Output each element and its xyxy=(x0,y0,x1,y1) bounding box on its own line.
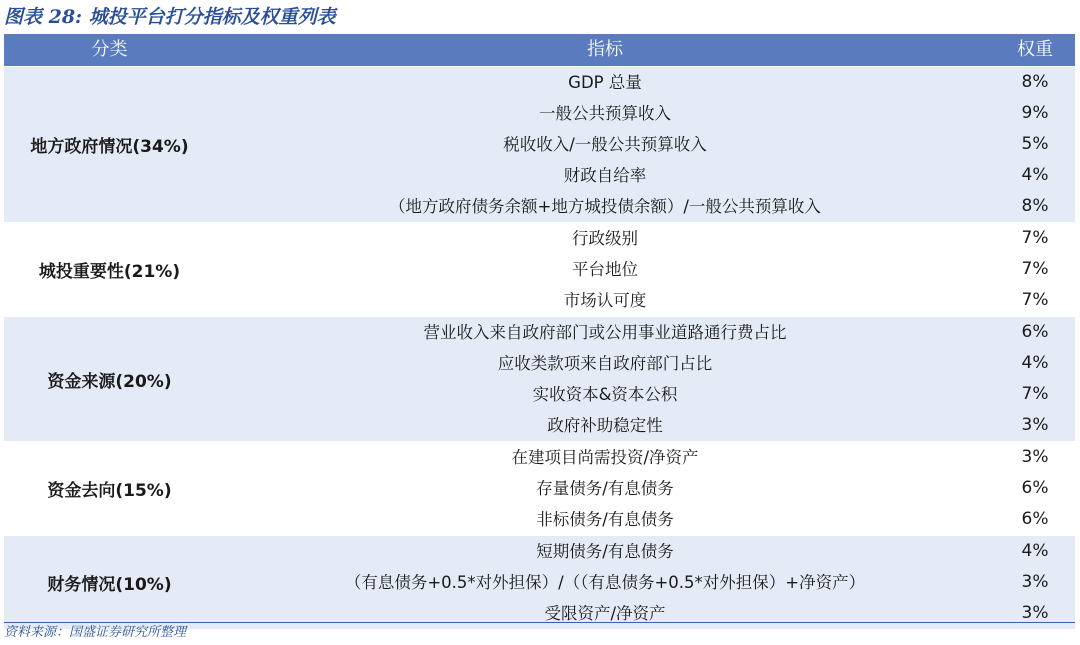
weight-cell: 5% xyxy=(1021,134,1049,154)
weight-cell: 6% xyxy=(1021,322,1049,342)
indicator-cell: 非标债务/有息债务 xyxy=(536,510,674,529)
weight-cell: 4% xyxy=(1021,541,1049,561)
table-row xyxy=(215,317,1075,348)
group-rows xyxy=(215,536,1075,629)
indicator-cell: 营业收入来自政府部门或公用事业道路通行费占比 xyxy=(423,323,787,342)
indicator-cell: 受限资产/净资产 xyxy=(544,604,666,623)
table-row xyxy=(215,536,1075,567)
table-row xyxy=(215,285,1075,316)
weight-cell: 9% xyxy=(1021,103,1049,123)
table-row xyxy=(215,254,1075,285)
weight-cell: 7% xyxy=(1021,384,1049,404)
weight-cell: 4% xyxy=(1021,165,1049,185)
weight-cell: 3% xyxy=(1021,603,1049,623)
figure-title: 图表 28: 城投平台打分指标及权重列表 xyxy=(4,6,336,28)
table-group xyxy=(4,316,1075,441)
table-group xyxy=(4,441,1075,535)
weight-cell: 6% xyxy=(1021,509,1049,529)
group-rows xyxy=(215,317,1075,441)
category-cell: 资金去向(15%) xyxy=(47,481,172,501)
table-row xyxy=(215,191,1075,222)
group-rows xyxy=(215,223,1075,316)
table-header xyxy=(4,34,1075,66)
table-group xyxy=(4,535,1075,629)
table-row xyxy=(215,348,1075,379)
table-row xyxy=(215,567,1075,598)
weight-cell: 7% xyxy=(1021,259,1049,279)
table-row xyxy=(215,473,1075,504)
weight-cell: 7% xyxy=(1021,290,1049,310)
indicator-cell: 政府补助稳定性 xyxy=(547,416,663,435)
table-row xyxy=(215,379,1075,410)
header-indicator: 指标 xyxy=(587,39,623,60)
indicator-cell: 存量债务/有息债务 xyxy=(536,479,674,498)
indicator-cell: （地方政府债务余额+地方城投债余额）/一般公共预算收入 xyxy=(389,197,821,216)
weight-cell: 3% xyxy=(1021,572,1049,592)
weight-cell: 6% xyxy=(1021,478,1049,498)
table-group xyxy=(4,222,1075,316)
category-cell: 资金来源(20%) xyxy=(47,371,172,392)
indicator-cell: 实收资本&资本公积 xyxy=(532,385,678,404)
weight-cell: 8% xyxy=(1021,196,1049,216)
indicator-cell: 市场认可度 xyxy=(563,291,647,310)
table-row xyxy=(215,129,1075,160)
weight-cell: 3% xyxy=(1021,415,1049,435)
indicator-cell: 行政级别 xyxy=(572,229,638,248)
table-row xyxy=(215,504,1075,535)
table-row xyxy=(215,410,1075,441)
source-note: 资料来源：国盛证券研究所整理 xyxy=(4,625,187,640)
indicator-cell: GDP 总量 xyxy=(568,73,642,92)
table-row xyxy=(215,223,1075,254)
category-cell: 城投重要性(21%) xyxy=(38,262,181,282)
weight-cell: 8% xyxy=(1021,72,1049,92)
category-cell: 财务情况(10%) xyxy=(47,575,172,595)
indicator-cell: 税收收入/一般公共预算收入 xyxy=(503,135,707,154)
indicator-cell: 应收类款项来自政府部门占比 xyxy=(497,354,713,373)
weight-cell: 3% xyxy=(1021,447,1049,467)
indicator-cell: （有息债务+0.5*对外担保）/（（有息债务+0.5*对外担保）+净资产） xyxy=(344,573,866,592)
indicator-cell: 短期债务/有息债务 xyxy=(536,542,674,561)
indicator-cell: 财政自给率 xyxy=(563,166,647,185)
indicator-cell: 平台地位 xyxy=(572,260,638,279)
header-weight: 权重 xyxy=(1017,39,1053,60)
group-rows xyxy=(215,442,1075,535)
table-group xyxy=(4,66,1075,222)
indicator-cell: 一般公共预算收入 xyxy=(539,104,671,123)
indicator-table xyxy=(4,34,1075,629)
indicator-cell: 在建项目尚需投资/净资产 xyxy=(511,448,699,467)
table-row xyxy=(215,442,1075,473)
weight-cell: 7% xyxy=(1021,228,1049,248)
table-body xyxy=(4,66,1075,629)
table-row xyxy=(215,98,1075,129)
weight-cell: 4% xyxy=(1021,353,1049,373)
header-category: 分类 xyxy=(91,39,128,60)
category-cell: 地方政府情况(34%) xyxy=(30,137,189,157)
table-row xyxy=(215,160,1075,191)
table-row xyxy=(215,67,1075,98)
group-rows xyxy=(215,67,1075,222)
table-row xyxy=(215,598,1075,629)
